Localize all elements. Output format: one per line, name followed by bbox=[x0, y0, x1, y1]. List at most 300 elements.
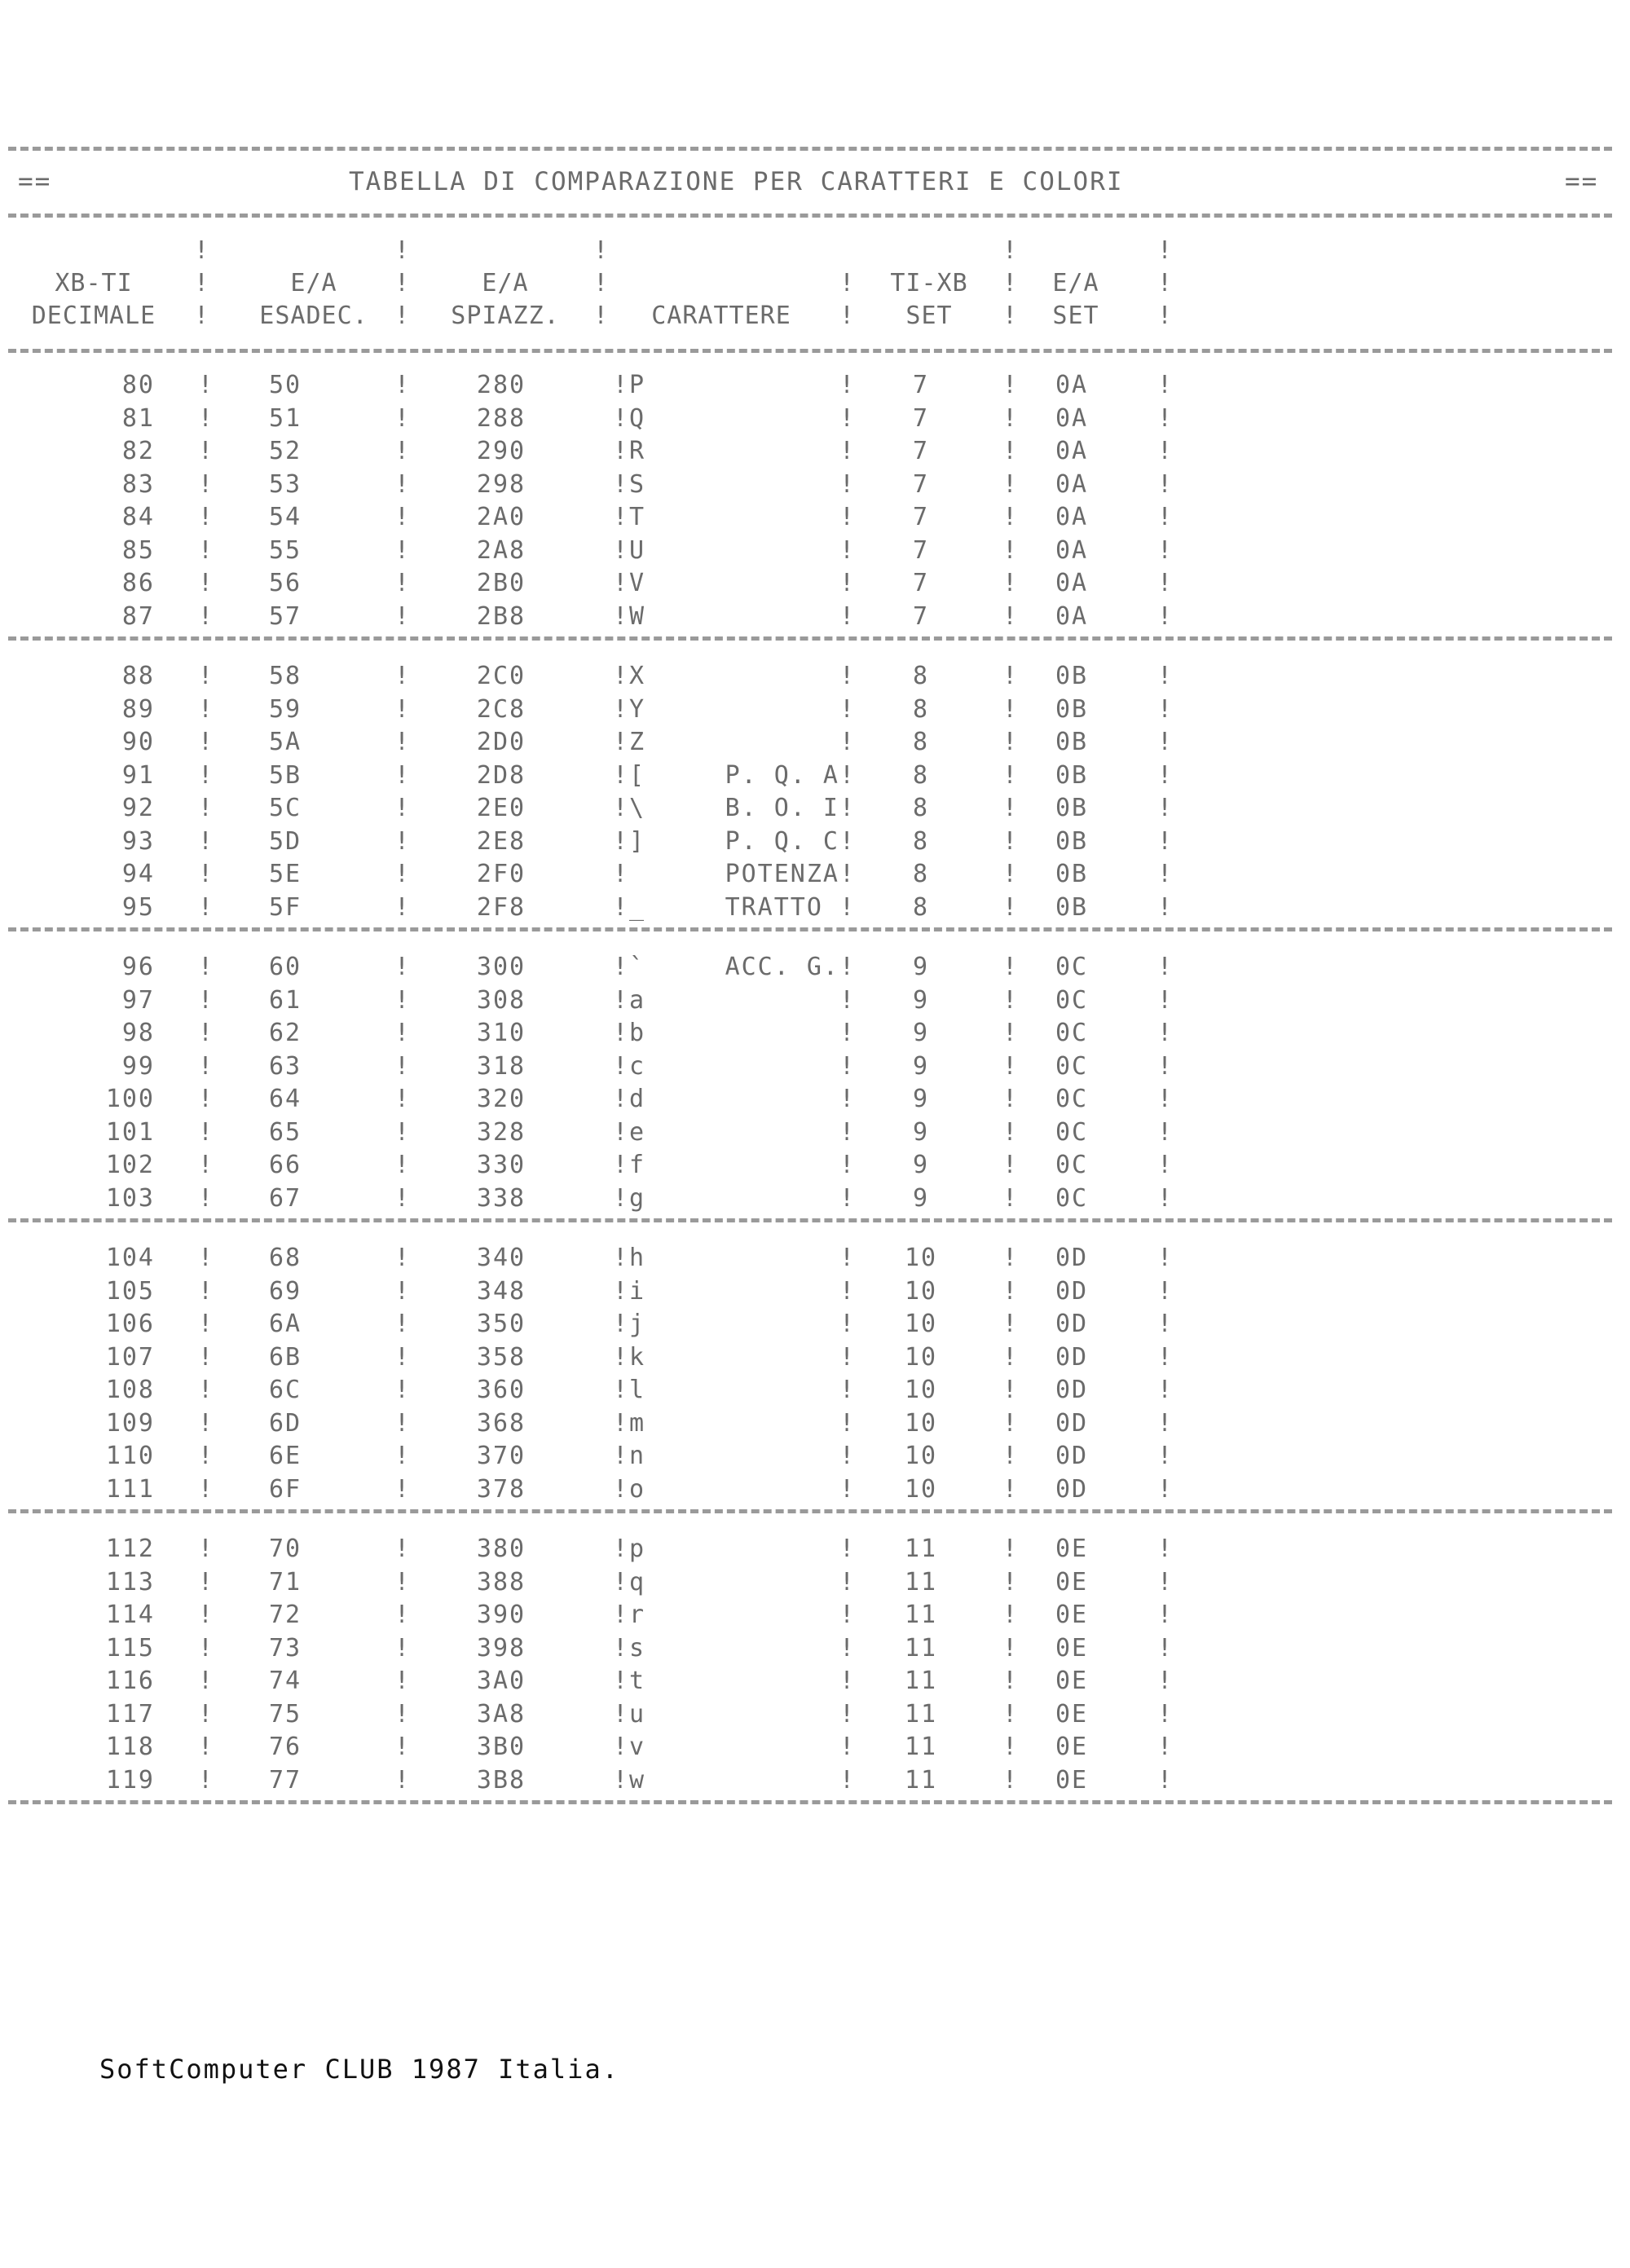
column-separator: ! bbox=[198, 569, 214, 597]
header-dec-line2: DECIMALE bbox=[31, 302, 156, 330]
column-separator: ! bbox=[1157, 1151, 1173, 1179]
ea-set-cell: 0E bbox=[1055, 1567, 1089, 1596]
offset-cell: 358 bbox=[476, 1342, 526, 1372]
column-separator: ! bbox=[1002, 1633, 1018, 1662]
column-separator: ! bbox=[198, 1567, 214, 1596]
decimal-cell: 93 bbox=[121, 826, 155, 856]
column-separator: ! bbox=[198, 1633, 214, 1662]
column-separator: ! bbox=[1157, 1183, 1173, 1213]
column-separator: ! bbox=[839, 985, 855, 1015]
character-cell: l bbox=[629, 1376, 646, 1404]
column-separator: ! bbox=[1002, 694, 1018, 724]
column-separator: ! bbox=[1157, 826, 1173, 856]
column-separator: ! bbox=[1157, 1342, 1173, 1372]
character-cell: m bbox=[629, 1408, 646, 1438]
column-separator: ! bbox=[839, 1051, 855, 1081]
ti-xb-set-cell: 8 bbox=[912, 794, 930, 822]
column-separator: ! bbox=[839, 694, 855, 724]
ea-set-cell: 0D bbox=[1055, 1442, 1089, 1470]
column-separator: ! bbox=[394, 1442, 410, 1470]
offset-cell: 3A8 bbox=[476, 1699, 526, 1729]
table-row bbox=[0, 695, 1630, 728]
hex-cell: 50 bbox=[268, 371, 302, 399]
character-cell: V bbox=[629, 569, 646, 597]
column-separator: ! bbox=[1157, 728, 1173, 756]
column-separator: ! bbox=[198, 1699, 214, 1729]
hex-cell: 77 bbox=[268, 1765, 302, 1795]
column-separator: ! bbox=[198, 1183, 214, 1213]
ea-set-cell: 0A bbox=[1055, 371, 1089, 399]
column-separator: ! bbox=[394, 892, 410, 922]
header-set-line1: TI-XB bbox=[890, 269, 968, 297]
character-cell: P bbox=[629, 371, 646, 399]
ea-set-cell: 0B bbox=[1055, 794, 1089, 822]
character-cell: o bbox=[629, 1474, 646, 1504]
column-separator: ! bbox=[1157, 1474, 1173, 1504]
character-cell: ] bbox=[629, 826, 646, 856]
hex-cell: 5E bbox=[268, 860, 302, 888]
hex-cell: 61 bbox=[268, 985, 302, 1015]
column-separator: ! bbox=[394, 437, 410, 465]
character-cell: h bbox=[629, 1244, 646, 1272]
column-separator: ! bbox=[394, 1667, 410, 1695]
column-separator: ! bbox=[1157, 1085, 1173, 1113]
offset-cell: 370 bbox=[476, 1442, 526, 1470]
table-row bbox=[0, 827, 1630, 860]
column-separator: ! bbox=[1157, 1276, 1173, 1306]
decimal-cell: 109 bbox=[105, 1408, 155, 1438]
hex-cell: 5B bbox=[268, 760, 302, 790]
column-separator: ! bbox=[1157, 371, 1173, 399]
column-separator: ! bbox=[1002, 1765, 1018, 1795]
table-row bbox=[0, 1568, 1630, 1601]
column-separator: ! bbox=[613, 794, 628, 822]
decimal-cell: 110 bbox=[105, 1442, 155, 1470]
column-separator: ! bbox=[839, 1117, 855, 1147]
decimal-cell: 108 bbox=[105, 1376, 155, 1404]
ti-xb-set-cell: 7 bbox=[912, 535, 930, 565]
ea-set-cell: 0A bbox=[1055, 601, 1089, 631]
hex-cell: 71 bbox=[268, 1567, 302, 1596]
column-separator: ! bbox=[394, 1699, 410, 1729]
header-separator: ! bbox=[593, 302, 610, 330]
table-row bbox=[0, 860, 1630, 892]
decimal-cell: 89 bbox=[121, 694, 155, 724]
offset-cell: 3A0 bbox=[476, 1667, 526, 1695]
header-separator: ! bbox=[1002, 269, 1019, 297]
header-separator: ! bbox=[1157, 302, 1174, 330]
hex-cell: 65 bbox=[268, 1117, 302, 1147]
offset-cell: 398 bbox=[476, 1633, 526, 1662]
ea-set-cell: 0D bbox=[1055, 1342, 1089, 1372]
footer-credit: SoftComputer CLUB 1987 Italia. bbox=[99, 2054, 619, 2085]
ti-xb-set-cell: 8 bbox=[912, 892, 930, 922]
column-separator: ! bbox=[1002, 1117, 1018, 1147]
ea-set-cell: 0B bbox=[1055, 892, 1089, 922]
column-separator: ! bbox=[1157, 794, 1173, 822]
column-separator: ! bbox=[1002, 371, 1018, 399]
column-separator: ! bbox=[839, 403, 855, 433]
column-separator: ! bbox=[198, 503, 214, 531]
offset-cell: 360 bbox=[476, 1376, 526, 1404]
title-bottom-rule bbox=[8, 214, 1612, 218]
table-row bbox=[0, 470, 1630, 503]
ti-xb-set-cell: 9 bbox=[912, 1183, 930, 1213]
header-separator: ! bbox=[1157, 236, 1174, 265]
column-separator: ! bbox=[394, 601, 410, 631]
column-separator: ! bbox=[198, 694, 214, 724]
ea-set-cell: 0A bbox=[1055, 437, 1089, 465]
column-separator: ! bbox=[839, 569, 855, 597]
hex-cell: 5D bbox=[268, 826, 302, 856]
column-separator: ! bbox=[394, 1244, 410, 1272]
column-separator: ! bbox=[394, 1474, 410, 1504]
decimal-cell: 81 bbox=[121, 403, 155, 433]
ea-set-cell: 0E bbox=[1055, 1667, 1089, 1695]
ti-xb-set-cell: 7 bbox=[912, 403, 930, 433]
character-cell: r bbox=[629, 1601, 646, 1629]
column-separator: ! bbox=[198, 371, 214, 399]
column-separator: ! bbox=[1157, 1601, 1173, 1629]
ti-xb-set-cell: 11 bbox=[904, 1699, 938, 1729]
ea-set-cell: 0C bbox=[1055, 985, 1089, 1015]
column-separator: ! bbox=[198, 892, 214, 922]
column-separator: ! bbox=[839, 794, 855, 822]
table-row bbox=[0, 1766, 1630, 1799]
ti-xb-set-cell: 9 bbox=[912, 1051, 930, 1081]
column-separator: ! bbox=[1002, 469, 1018, 499]
character-cell: Z bbox=[629, 728, 646, 756]
column-separator: ! bbox=[1157, 1765, 1173, 1795]
character-cell: ` bbox=[629, 953, 646, 981]
decimal-cell: 100 bbox=[105, 1085, 155, 1113]
column-separator: ! bbox=[1002, 826, 1018, 856]
column-separator: ! bbox=[394, 1276, 410, 1306]
hex-cell: 53 bbox=[268, 469, 302, 499]
column-separator: ! bbox=[394, 1051, 410, 1081]
offset-cell: 310 bbox=[476, 1019, 526, 1047]
column-separator: ! bbox=[1157, 403, 1173, 433]
column-separator: ! bbox=[394, 469, 410, 499]
ti-xb-set-cell: 7 bbox=[912, 569, 930, 597]
column-separator: ! bbox=[198, 760, 214, 790]
ti-xb-set-cell: 10 bbox=[904, 1244, 938, 1272]
column-separator: ! bbox=[198, 728, 214, 756]
character-cell: p bbox=[629, 1535, 646, 1563]
column-separator: ! bbox=[1002, 1244, 1018, 1272]
ti-xb-set-cell: 7 bbox=[912, 469, 930, 499]
ea-set-cell: 0D bbox=[1055, 1376, 1089, 1404]
column-separator: ! bbox=[198, 1535, 214, 1563]
column-separator: ! bbox=[839, 1183, 855, 1213]
column-separator: ! bbox=[198, 469, 214, 499]
column-separator: ! bbox=[613, 1342, 628, 1372]
table-row bbox=[0, 1442, 1630, 1474]
decimal-cell: 90 bbox=[121, 728, 155, 756]
column-separator: ! bbox=[613, 1151, 628, 1179]
column-separator: ! bbox=[1157, 662, 1173, 690]
column-separator: ! bbox=[839, 728, 855, 756]
table-row bbox=[0, 1118, 1630, 1151]
offset-cell: 2C8 bbox=[476, 694, 526, 724]
column-separator: ! bbox=[1002, 662, 1018, 690]
column-separator: ! bbox=[613, 437, 628, 465]
column-separator: ! bbox=[839, 1276, 855, 1306]
decimal-cell: 104 bbox=[105, 1244, 155, 1272]
column-separator: ! bbox=[394, 1151, 410, 1179]
character-cell: \ bbox=[629, 794, 646, 822]
table-row bbox=[0, 1733, 1630, 1765]
column-separator: ! bbox=[613, 953, 628, 981]
column-separator: ! bbox=[1157, 601, 1173, 631]
offset-cell: 2F0 bbox=[476, 860, 526, 888]
hex-cell: 54 bbox=[268, 503, 302, 531]
column-separator: ! bbox=[198, 403, 214, 433]
header-spz-line2: SPIAZZ. bbox=[451, 302, 560, 330]
hex-cell: 51 bbox=[268, 403, 302, 433]
character-cell: b bbox=[629, 1019, 646, 1047]
character-cell: j bbox=[629, 1310, 646, 1338]
column-separator: ! bbox=[394, 403, 410, 433]
column-separator: ! bbox=[394, 1765, 410, 1795]
column-separator: ! bbox=[198, 794, 214, 822]
character-note-cell: B. O. I bbox=[725, 794, 839, 822]
column-separator: ! bbox=[1002, 535, 1018, 565]
column-separator: ! bbox=[198, 1117, 214, 1147]
column-separator: ! bbox=[394, 953, 410, 981]
header-hex-line2: ESADEC. bbox=[259, 302, 368, 330]
column-separator: ! bbox=[198, 860, 214, 888]
column-separator: ! bbox=[1002, 760, 1018, 790]
column-separator: ! bbox=[613, 1699, 628, 1729]
ea-set-cell: 0A bbox=[1055, 503, 1089, 531]
column-separator: ! bbox=[198, 985, 214, 1015]
table-row bbox=[0, 1052, 1630, 1085]
character-note-cell: ACC. G. bbox=[725, 953, 839, 981]
column-separator: ! bbox=[198, 601, 214, 631]
character-cell: Q bbox=[629, 403, 646, 433]
ti-xb-set-cell: 8 bbox=[912, 760, 930, 790]
hex-cell: 57 bbox=[268, 601, 302, 631]
column-separator: ! bbox=[613, 503, 628, 531]
column-separator: ! bbox=[394, 503, 410, 531]
ti-xb-set-cell: 11 bbox=[904, 1567, 938, 1596]
table-row bbox=[0, 1535, 1630, 1567]
column-separator: ! bbox=[839, 1408, 855, 1438]
character-cell: U bbox=[629, 535, 646, 565]
table-row bbox=[0, 1343, 1630, 1376]
offset-cell: 2C0 bbox=[476, 662, 526, 690]
ti-xb-set-cell: 11 bbox=[904, 1765, 938, 1795]
column-separator: ! bbox=[613, 1601, 628, 1629]
table-row bbox=[0, 1310, 1630, 1342]
column-separator: ! bbox=[1002, 1051, 1018, 1081]
header-separator: ! bbox=[194, 269, 210, 297]
ti-xb-set-cell: 10 bbox=[904, 1376, 938, 1404]
hex-cell: 72 bbox=[268, 1601, 302, 1629]
character-note-cell: P. Q. C bbox=[725, 826, 839, 856]
decimal-cell: 96 bbox=[121, 953, 155, 981]
table-row bbox=[0, 893, 1630, 926]
column-separator: ! bbox=[1157, 953, 1173, 981]
column-separator: ! bbox=[198, 1342, 214, 1372]
column-separator: ! bbox=[613, 1633, 628, 1662]
column-separator: ! bbox=[1157, 694, 1173, 724]
offset-cell: 320 bbox=[476, 1085, 526, 1113]
column-separator: ! bbox=[1002, 1408, 1018, 1438]
decimal-cell: 88 bbox=[121, 662, 155, 690]
character-cell: a bbox=[629, 985, 646, 1015]
hex-cell: 74 bbox=[268, 1667, 302, 1695]
column-separator: ! bbox=[1157, 1408, 1173, 1438]
header-separator: ! bbox=[394, 302, 411, 330]
header-dec-line1: XB-TI bbox=[55, 269, 133, 297]
ea-set-cell: 0D bbox=[1055, 1408, 1089, 1438]
ea-set-cell: 0B bbox=[1055, 728, 1089, 756]
ti-xb-set-cell: 10 bbox=[904, 1276, 938, 1306]
character-cell: d bbox=[629, 1085, 646, 1113]
column-separator: ! bbox=[613, 1051, 628, 1081]
table-row bbox=[0, 728, 1630, 760]
decimal-cell: 94 bbox=[121, 860, 155, 888]
column-separator: ! bbox=[394, 1183, 410, 1213]
character-note-cell: TRATTO bbox=[725, 892, 839, 922]
column-separator: ! bbox=[394, 860, 410, 888]
column-separator: ! bbox=[198, 437, 214, 465]
column-separator: ! bbox=[198, 535, 214, 565]
column-separator: ! bbox=[1002, 892, 1018, 922]
column-separator: ! bbox=[613, 601, 628, 631]
hex-cell: 6E bbox=[268, 1442, 302, 1470]
column-separator: ! bbox=[839, 1667, 855, 1695]
column-separator: ! bbox=[613, 1733, 628, 1761]
column-separator: ! bbox=[613, 1667, 628, 1695]
ea-set-cell: 0A bbox=[1055, 569, 1089, 597]
column-separator: ! bbox=[839, 1474, 855, 1504]
table-row bbox=[0, 1409, 1630, 1442]
header-separator: ! bbox=[194, 236, 210, 265]
hex-cell: 6B bbox=[268, 1342, 302, 1372]
column-separator: ! bbox=[1002, 569, 1018, 597]
column-separator: ! bbox=[613, 826, 628, 856]
table-row bbox=[0, 1700, 1630, 1733]
column-separator: ! bbox=[1002, 601, 1018, 631]
column-separator: ! bbox=[1157, 1019, 1173, 1047]
column-separator: ! bbox=[839, 1342, 855, 1372]
column-separator: ! bbox=[394, 1535, 410, 1563]
column-separator: ! bbox=[394, 1117, 410, 1147]
column-separator: ! bbox=[1002, 1699, 1018, 1729]
character-cell: c bbox=[629, 1051, 646, 1081]
column-separator: ! bbox=[613, 403, 628, 433]
table-row bbox=[0, 437, 1630, 469]
table-row bbox=[0, 1184, 1630, 1217]
character-cell: s bbox=[629, 1633, 646, 1662]
decimal-cell: 119 bbox=[105, 1765, 155, 1795]
ti-xb-set-cell: 8 bbox=[912, 860, 930, 888]
header-separator: ! bbox=[839, 269, 856, 297]
ea-set-cell: 0A bbox=[1055, 469, 1089, 499]
column-separator: ! bbox=[1002, 1567, 1018, 1596]
column-separator: ! bbox=[1157, 1442, 1173, 1470]
ea-set-cell: 0E bbox=[1055, 1733, 1089, 1761]
offset-cell: 290 bbox=[476, 437, 526, 465]
column-separator: ! bbox=[198, 1765, 214, 1795]
column-separator: ! bbox=[394, 1733, 410, 1761]
character-note-cell: P. Q. A bbox=[725, 760, 839, 790]
column-separator: ! bbox=[1157, 1051, 1173, 1081]
column-separator: ! bbox=[1002, 403, 1018, 433]
character-cell: e bbox=[629, 1117, 646, 1147]
table-row bbox=[0, 536, 1630, 569]
ea-set-cell: 0B bbox=[1055, 662, 1089, 690]
offset-cell: 378 bbox=[476, 1474, 526, 1504]
ea-set-cell: 0D bbox=[1055, 1244, 1089, 1272]
column-separator: ! bbox=[1157, 469, 1173, 499]
character-cell: g bbox=[629, 1183, 646, 1213]
ea-set-cell: 0C bbox=[1055, 1183, 1089, 1213]
ea-set-cell: 0C bbox=[1055, 1019, 1089, 1047]
offset-cell: 2D8 bbox=[476, 760, 526, 790]
column-separator: ! bbox=[198, 1276, 214, 1306]
column-separator: ! bbox=[394, 694, 410, 724]
header-ea-line1: E/A bbox=[1052, 269, 1099, 297]
decimal-cell: 116 bbox=[105, 1667, 155, 1695]
column-separator: ! bbox=[839, 662, 855, 690]
decimal-cell: 118 bbox=[105, 1733, 155, 1761]
ea-set-cell: 0B bbox=[1055, 860, 1089, 888]
ea-set-cell: 0D bbox=[1055, 1276, 1089, 1306]
header-separator: ! bbox=[394, 269, 411, 297]
column-separator: ! bbox=[839, 1765, 855, 1795]
offset-cell: 328 bbox=[476, 1117, 526, 1147]
column-separator: ! bbox=[198, 1442, 214, 1470]
column-separator: ! bbox=[613, 892, 628, 922]
ti-xb-set-cell: 9 bbox=[912, 1117, 930, 1147]
offset-cell: 388 bbox=[476, 1567, 526, 1596]
hex-cell: 6A bbox=[268, 1310, 302, 1338]
ea-set-cell: 0C bbox=[1055, 1051, 1089, 1081]
column-separator: ! bbox=[839, 826, 855, 856]
ti-xb-set-cell: 10 bbox=[904, 1474, 938, 1504]
character-cell: w bbox=[629, 1765, 646, 1795]
column-separator: ! bbox=[198, 1474, 214, 1504]
ti-xb-set-cell: 10 bbox=[904, 1342, 938, 1372]
header-set-line2: SET bbox=[905, 302, 953, 330]
offset-cell: 318 bbox=[476, 1051, 526, 1081]
header-separator: ! bbox=[593, 269, 610, 297]
table-row bbox=[0, 794, 1630, 826]
decimal-cell: 86 bbox=[121, 569, 155, 597]
offset-cell: 2A8 bbox=[476, 535, 526, 565]
ti-xb-set-cell: 10 bbox=[904, 1310, 938, 1338]
column-separator: ! bbox=[1002, 1310, 1018, 1338]
hex-cell: 5F bbox=[268, 892, 302, 922]
header-separator: ! bbox=[839, 302, 856, 330]
column-separator: ! bbox=[394, 662, 410, 690]
character-cell: t bbox=[629, 1667, 646, 1695]
ti-xb-set-cell: 8 bbox=[912, 728, 930, 756]
column-separator: ! bbox=[839, 1244, 855, 1272]
column-separator: ! bbox=[198, 1151, 214, 1179]
ti-xb-set-cell: 8 bbox=[912, 826, 930, 856]
decimal-cell: 91 bbox=[121, 760, 155, 790]
ti-xb-set-cell: 8 bbox=[912, 694, 930, 724]
header-bottom-rule bbox=[8, 349, 1612, 353]
column-separator: ! bbox=[1157, 1567, 1173, 1596]
character-cell: f bbox=[629, 1151, 646, 1179]
decimal-cell: 83 bbox=[121, 469, 155, 499]
